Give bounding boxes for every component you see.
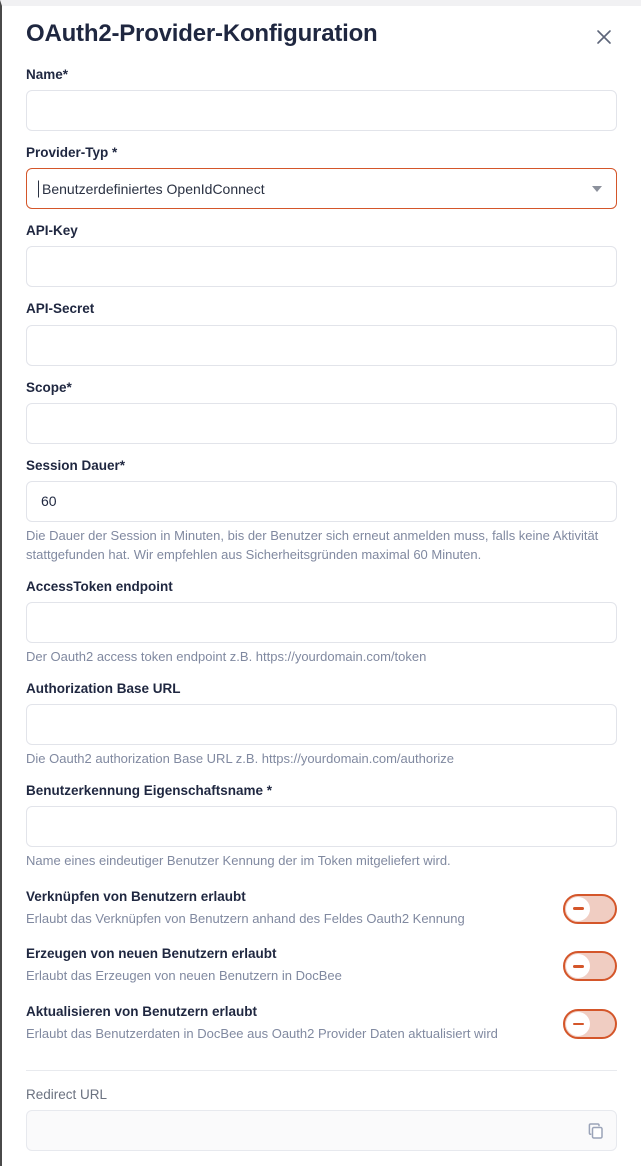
field-session-duration (26, 458, 617, 565)
provider-type-select[interactable] (26, 168, 617, 209)
toggle-description: Erlaubt das Verknüpfen von Benutzern anhand des Feldes Oauth2 Kennung (26, 910, 465, 926)
toggle-description: Erlaubt das Erzeugen von neuen Benutzern in DocBee (26, 968, 342, 984)
dialog-header (26, 6, 617, 53)
api-secret-input[interactable] (26, 325, 617, 366)
api-key-label: API-Key (26, 223, 78, 239)
field-api-secret (26, 301, 617, 365)
session-duration-input[interactable] (26, 481, 617, 522)
toggle-row-update-users (26, 1004, 617, 1044)
field-provider-type (26, 145, 617, 209)
toggle-title: Verknüpfen von Benutzern erlaubt (26, 888, 246, 904)
access-token-endpoint-input[interactable] (26, 602, 617, 643)
name-label: Name* (26, 66, 69, 82)
copy-redirect-url-button[interactable] (587, 1122, 605, 1140)
toggle-create-users[interactable] (563, 951, 617, 981)
close-button[interactable] (593, 26, 615, 48)
access-token-endpoint-help: Der Oauth2 access token endpoint z.B. https://yourdomain.com/token (26, 648, 427, 664)
provider-type-value: Benutzerdefiniertes OpenIdConnect (42, 180, 265, 197)
scope-input[interactable] (26, 403, 617, 444)
toggle-link-users[interactable] (563, 894, 617, 924)
minus-icon (566, 897, 590, 921)
name-input[interactable] (26, 90, 617, 131)
toggle-description: Erlaubt das Benutzerdaten in DocBee aus Oauth2 Provider Daten aktualisiert wird (26, 1026, 498, 1042)
scope-label: Scope* (26, 379, 72, 395)
minus-icon (566, 1012, 590, 1036)
api-key-input[interactable] (26, 246, 617, 287)
field-authorization-base-url (26, 681, 617, 769)
section-divider (26, 1070, 617, 1071)
access-token-endpoint-label: AccessToken endpoint (26, 578, 173, 594)
authorization-base-url-input[interactable] (26, 704, 617, 745)
field-scope (26, 380, 617, 444)
user-id-property-input[interactable] (26, 806, 617, 847)
field-access-token-endpoint (26, 579, 617, 667)
redirect-url-input[interactable] (26, 1110, 617, 1151)
toggle-update-users[interactable] (563, 1009, 617, 1039)
chevron-down-icon (592, 186, 602, 192)
authorization-base-url-label: Authorization Base URL (26, 680, 181, 696)
field-redirect-url (26, 1087, 617, 1151)
field-name (26, 67, 617, 131)
page-title: OAuth2-Provider-Konfiguration (26, 20, 378, 47)
toggle-row-create-users (26, 946, 617, 986)
session-duration-help: Die Dauer der Session in Minuten, bis der Benutzer sich erneut anmelden muss, falls keine Aktivität stattgefunden hat. Wir empfehlen aus Sicherheitsgründen maximal 60 Minuten. (26, 527, 599, 562)
toggle-title: Erzeugen von neuen Benutzern erlaubt (26, 946, 277, 962)
toggle-title: Aktualisieren von Benutzern erlaubt (26, 1004, 258, 1020)
user-id-property-label: Benutzerkennung Eigenschaftsname * (26, 782, 273, 798)
redirect-url-label: Redirect URL (26, 1086, 108, 1102)
provider-type-label: Provider-Typ * (26, 144, 118, 160)
api-secret-label: API-Secret (26, 301, 95, 317)
minus-icon (566, 954, 590, 978)
session-duration-label: Session Dauer* (26, 457, 126, 473)
field-api-key (26, 223, 617, 287)
toggle-row-link-users (26, 889, 617, 929)
copy-icon (587, 1128, 605, 1143)
authorization-base-url-help: Die Oauth2 authorization Base URL z.B. https://yourdomain.com/authorize (26, 750, 455, 766)
user-id-property-help: Name eines eindeutiger Benutzer Kennung der im Token mitgeliefert wird. (26, 852, 451, 868)
close-icon (593, 26, 615, 48)
field-user-id-property (26, 783, 617, 871)
